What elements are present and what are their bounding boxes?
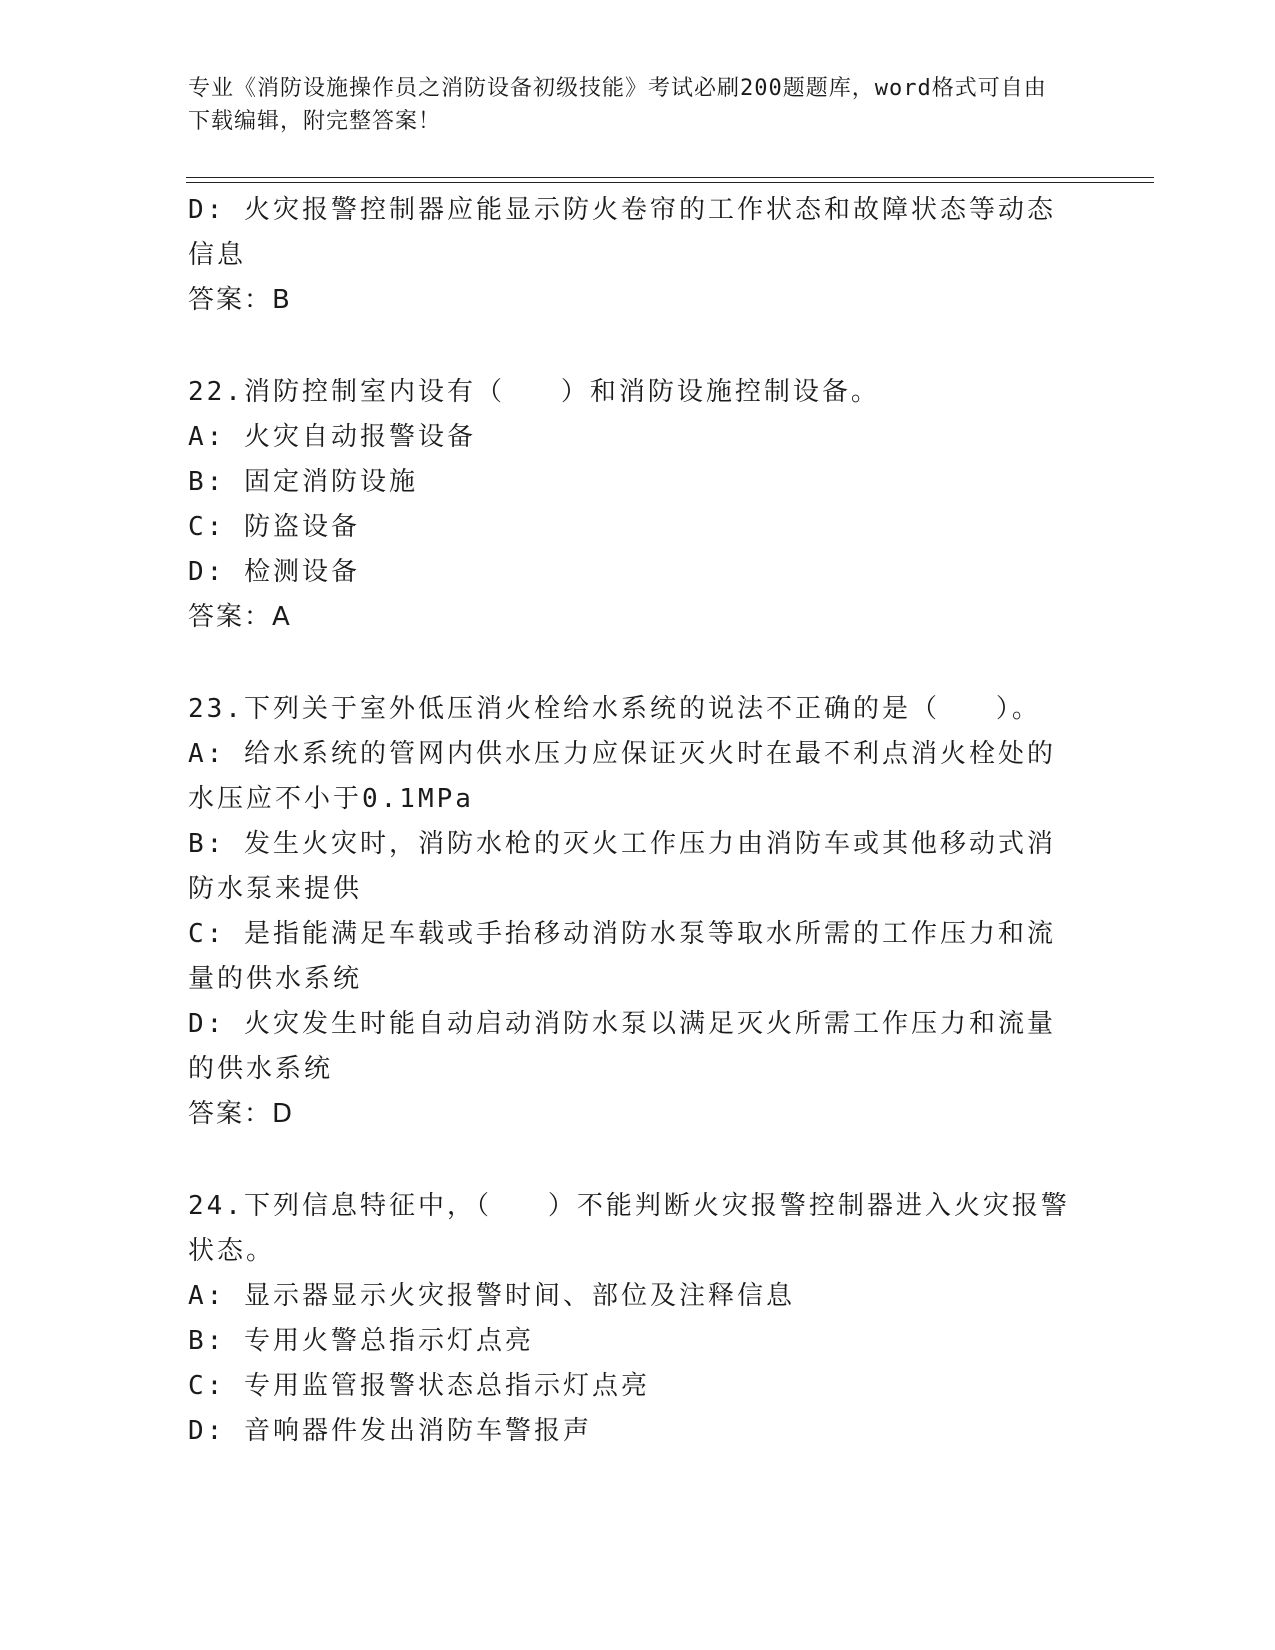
document-header: 专业《消防设施操作员之消防设备初级技能》考试必刷200题题库，word格式可自由下载编辑，附完整答案！: [188, 76, 1047, 134]
option-c: C: 是指能满足车载或手抬移动消防水泵等取水所需的工作压力和流量的供水系统: [188, 919, 1056, 994]
option-c: C: 专用监管报警状态总指示灯点亮: [188, 1371, 650, 1401]
question-24: [188, 1184, 1073, 1454]
option-a: A: 给水系统的管网内供水压力应保证灭火时在最不利点消火栓处的水压应不小于0.1MPa: [188, 739, 1056, 814]
option-a: A: 火灾自动报警设备: [188, 422, 476, 452]
option-b: B: 专用火警总指示灯点亮: [188, 1326, 534, 1356]
question-content: [188, 188, 1073, 1454]
header-rule-top: [186, 177, 1154, 178]
option-d-continued: D: 火灾报警控制器应能显示防火卷帘的工作状态和故障状态等动态信息: [188, 195, 1056, 270]
option-b: B: 发生火灾时，消防水枪的灭火工作压力由消防车或其他移动式消防水泵来提供: [188, 829, 1056, 904]
option-b: B: 固定消防设施: [188, 467, 418, 497]
question-22: [188, 370, 1073, 640]
spacer: [188, 323, 1073, 370]
question-23: [188, 687, 1073, 1137]
answer-previous: 答案：B: [188, 285, 292, 315]
spacer: [188, 640, 1073, 687]
option-a: A: 显示器显示火灾报警时间、部位及注释信息: [188, 1281, 795, 1311]
question-stem: 22.消防控制室内设有（ ）和消防设施控制设备。: [188, 377, 880, 407]
answer: 答案：D: [188, 1099, 295, 1129]
option-d: D: 火灾发生时能自动启动消防水泵以满足灭火所需工作压力和流量的供水系统: [188, 1009, 1056, 1084]
question-stem: 24.下列信息特征中，（ ）不能判断火灾报警控制器进入火灾报警状态。: [188, 1191, 1070, 1266]
option-c: C: 防盗设备: [188, 512, 360, 542]
question-stem: 23.下列关于室外低压消火栓给水系统的说法不正确的是（ ）。: [188, 694, 1041, 724]
answer: 答案：A: [188, 602, 292, 632]
option-d: D: 检测设备: [188, 557, 360, 587]
header-rule-bottom: [186, 182, 1154, 183]
option-d: D: 音响器件发出消防车警报声: [188, 1416, 592, 1446]
spacer: [188, 1137, 1073, 1184]
